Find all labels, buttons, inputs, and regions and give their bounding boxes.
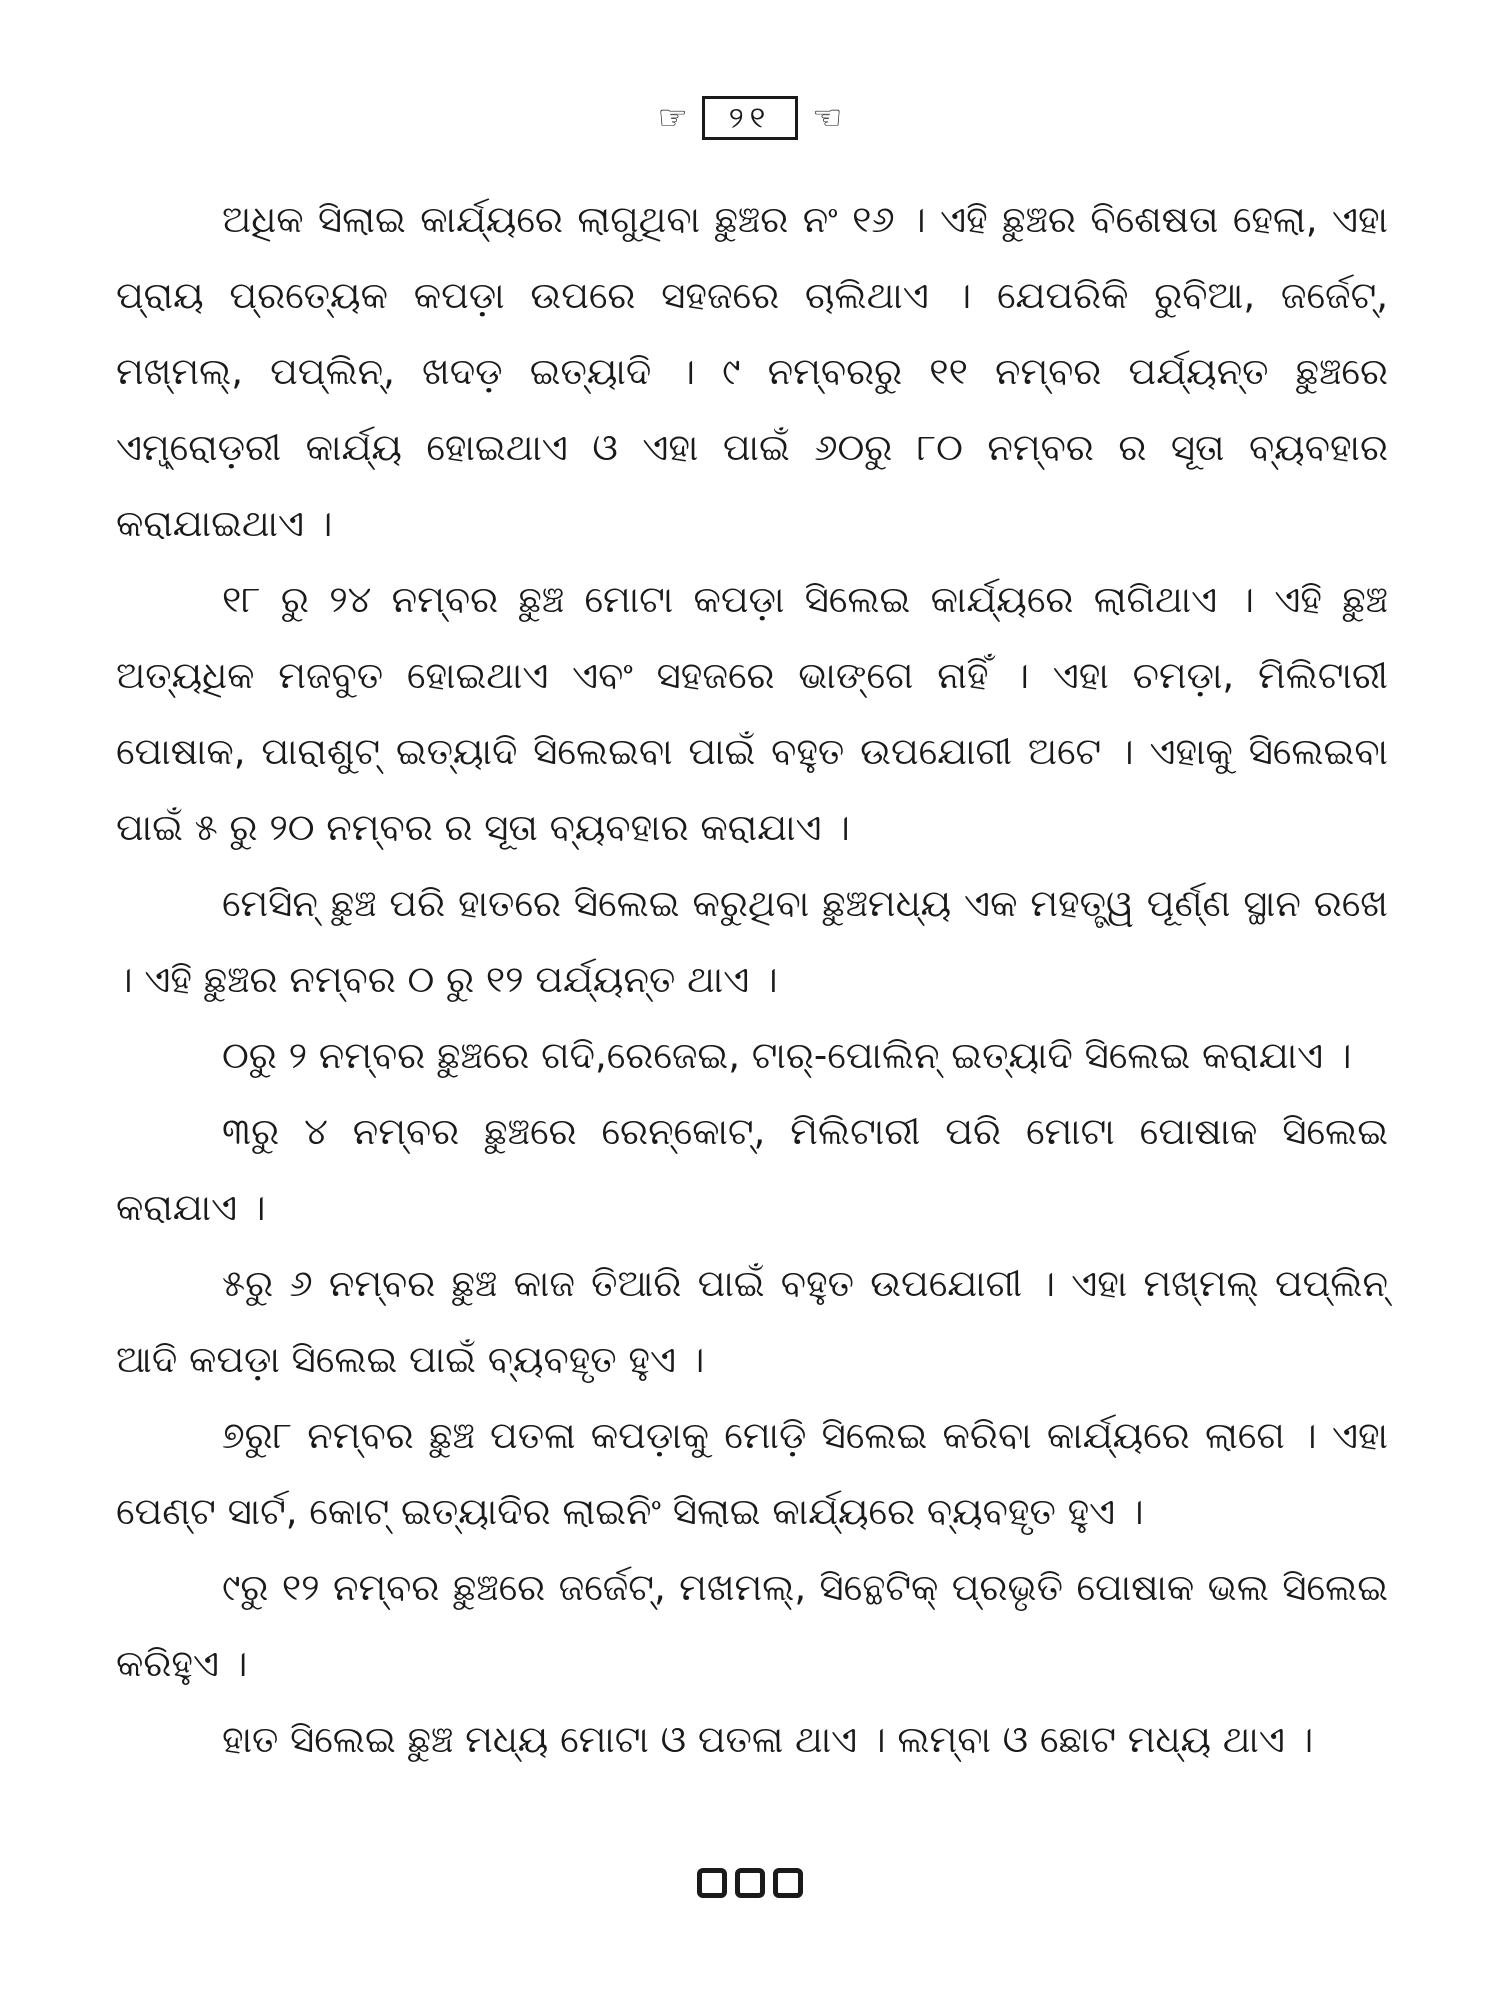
hand-ornament-left-icon: ☞ (657, 98, 688, 138)
paragraph-8: ୯ରୁ ୧୨ ନମ୍ବର ଛୁଞ୍ଚରେ ଜର୍ଜେଟ୍, ମଖମଲ୍, ସିନ୍ଥେଟିକ୍ ପ୍ରଭୃତି ପୋଷାକ ଭଲ ସିଲେଇ କରିହୁଏ । (116, 1566, 1388, 1685)
paragraph-5: ୩ରୁ ୪ ନମ୍ବର ଛୁଞ୍ଚରେ ରେନ୍‌କୋଟ୍, ମିଲିଟାରୀ ପରି ମୋଟା ପୋଷାକ ସିଲେଇ କରାଯାଏ । (116, 1110, 1388, 1229)
paragraph-7: ୭ରୁ୮ ନମ୍ବର ଛୁଞ୍ଚ ପତଳା କପଡ଼ାକୁ ମୋଡ଼ି ସିଲେଇ କରିବା କାର୍ଯ୍ୟରେ ଲାଗେ । ଏହା ପେଣ୍ଟ ସାର୍ଟ, କୋଟ୍ ଇତ୍ୟାଦିର ଲାଇନିଂ ସିଲାଇ କାର୍ଯ୍ୟରେ ବ୍ୟବହୃତ ହୁଏ । (116, 1414, 1388, 1533)
end-box-icon (735, 1868, 765, 1898)
paragraph-9: ହାତ ସିଲେଇ ଛୁଞ୍ଚ ମଧ୍ୟ ମୋଟା ଓ ପତଳା ଥାଏ । ଲମ୍ବା ଓ ଛୋଟ ମଧ୍ୟ ଥାଏ । (222, 1718, 1314, 1761)
end-of-section-boxes-icon (0, 1868, 1500, 1898)
page-header (0, 96, 1500, 140)
end-box-icon (697, 1868, 727, 1898)
paragraph-1: ଅଧିକ ସିଲାଇ କାର୍ଯ୍ୟରେ ଲାଗୁଥିବା ଛୁଞ୍ଚର ନଂ ୧୬ । ଏହି ଛୁଞ୍ଚର ବିଶେଷତା ହେଲା, ଏହା ପ୍ରାୟ ପ୍ରତ୍ୟେକ କପଡ଼ା ଉପରେ ସହଜରେ ଚାଲିଥାଏ । ଯେପରିକି ରୁବିଆ, ଜର୍ଜେଟ୍, ମଖ୍ମଲ୍, ପପ୍ଲିନ୍, ଖଦଡ଼ ଇତ୍ୟାଦି । ୯ ନମ୍ବରରୁ ୧୧ ନମ୍ବର ପର୍ଯ୍ୟନ୍ତ ଛୁଞ୍ଚରେ ଏମ୍ବ୍ରୋଡ଼ରୀ କାର୍ଯ୍ୟ ହୋଇଥାଏ ଓ ଏହା ପାଇଁ ୬୦ରୁ ୮୦ ନମ୍ବର ର ସୂତା ବ୍ୟବହାର କରାଯାଇଥାଏ । (116, 198, 1388, 545)
paragraph-4: ୦ରୁ ୨ ନମ୍ବର ଛୁଞ୍ଚରେ ଗଦି,ରେଜେଇ, ଟାର୍-ପୋଲିନ୍ ଇତ୍ୟାଦି ସିଲେଇ କରାଯାଏ । (222, 1034, 1352, 1077)
end-box-icon (773, 1868, 803, 1898)
page-number: ୨୧ (702, 96, 798, 140)
paragraph-3: ମେସିନ୍ ଛୁଞ୍ଚ ପରି ହାତରେ ସିଲେଇ କରୁଥିବା ଛୁଞ୍ଚମଧ୍ୟ ଏକ ମହତ୍ତ୍ୱ ପୂର୍ଣ୍ଣ ସ୍ଥାନ ରଖେ । ଏହି ଛୁଞ୍ଚର ନମ୍ବର ୦ ରୁ ୧୨ ପର୍ଯ୍ୟନ୍ତ ଥାଏ । (116, 882, 1388, 1001)
paragraph-6: ୫ରୁ ୬ ନମ୍ବର ଛୁଞ୍ଚ କାଜ ତିଆରି ପାଇଁ ବହୁତ ଉପଯୋଗୀ । ଏହା ମଖ୍ମଲ୍ ପପ୍ଲିନ୍ ଆଦି କପଡ଼ା ସିଲେଇ ପାଇଁ ବ୍ୟବହୃତ ହୁଏ । (116, 1262, 1388, 1381)
paragraph-2: ୧୮ ରୁ ୨୪ ନମ୍ବର ଛୁଞ୍ଚ ମୋଟା କପଡ଼ା ସିଲେଇ କାର୍ଯ୍ୟରେ ଲାଗିଥାଏ । ଏହି ଛୁଞ୍ଚ ଅତ୍ୟଧିକ ମଜବୁତ ହୋଇଥାଏ ଏବଂ ସହଜରେ ଭାଙ୍ଗେ ନାହିଁ । ଏହା ଚମଡ଼ା, ମିଲିଟାରୀ ପୋଷାକ, ପାରାଶୁଟ୍ ଇତ୍ୟାଦି ସିଲେଇବା ପାଇଁ ବହୁତ ଉପଯୋଗୀ ଅଟେ । ଏହାକୁ ସିଲେଇବା ପାଇଁ ୫ ରୁ ୨୦ ନମ୍ବର ର ସୂତା ବ୍ୟବହାର କରାଯାଏ । (116, 578, 1388, 849)
body-text (116, 182, 1388, 1778)
hand-ornament-right-icon: ☜ (812, 98, 843, 138)
